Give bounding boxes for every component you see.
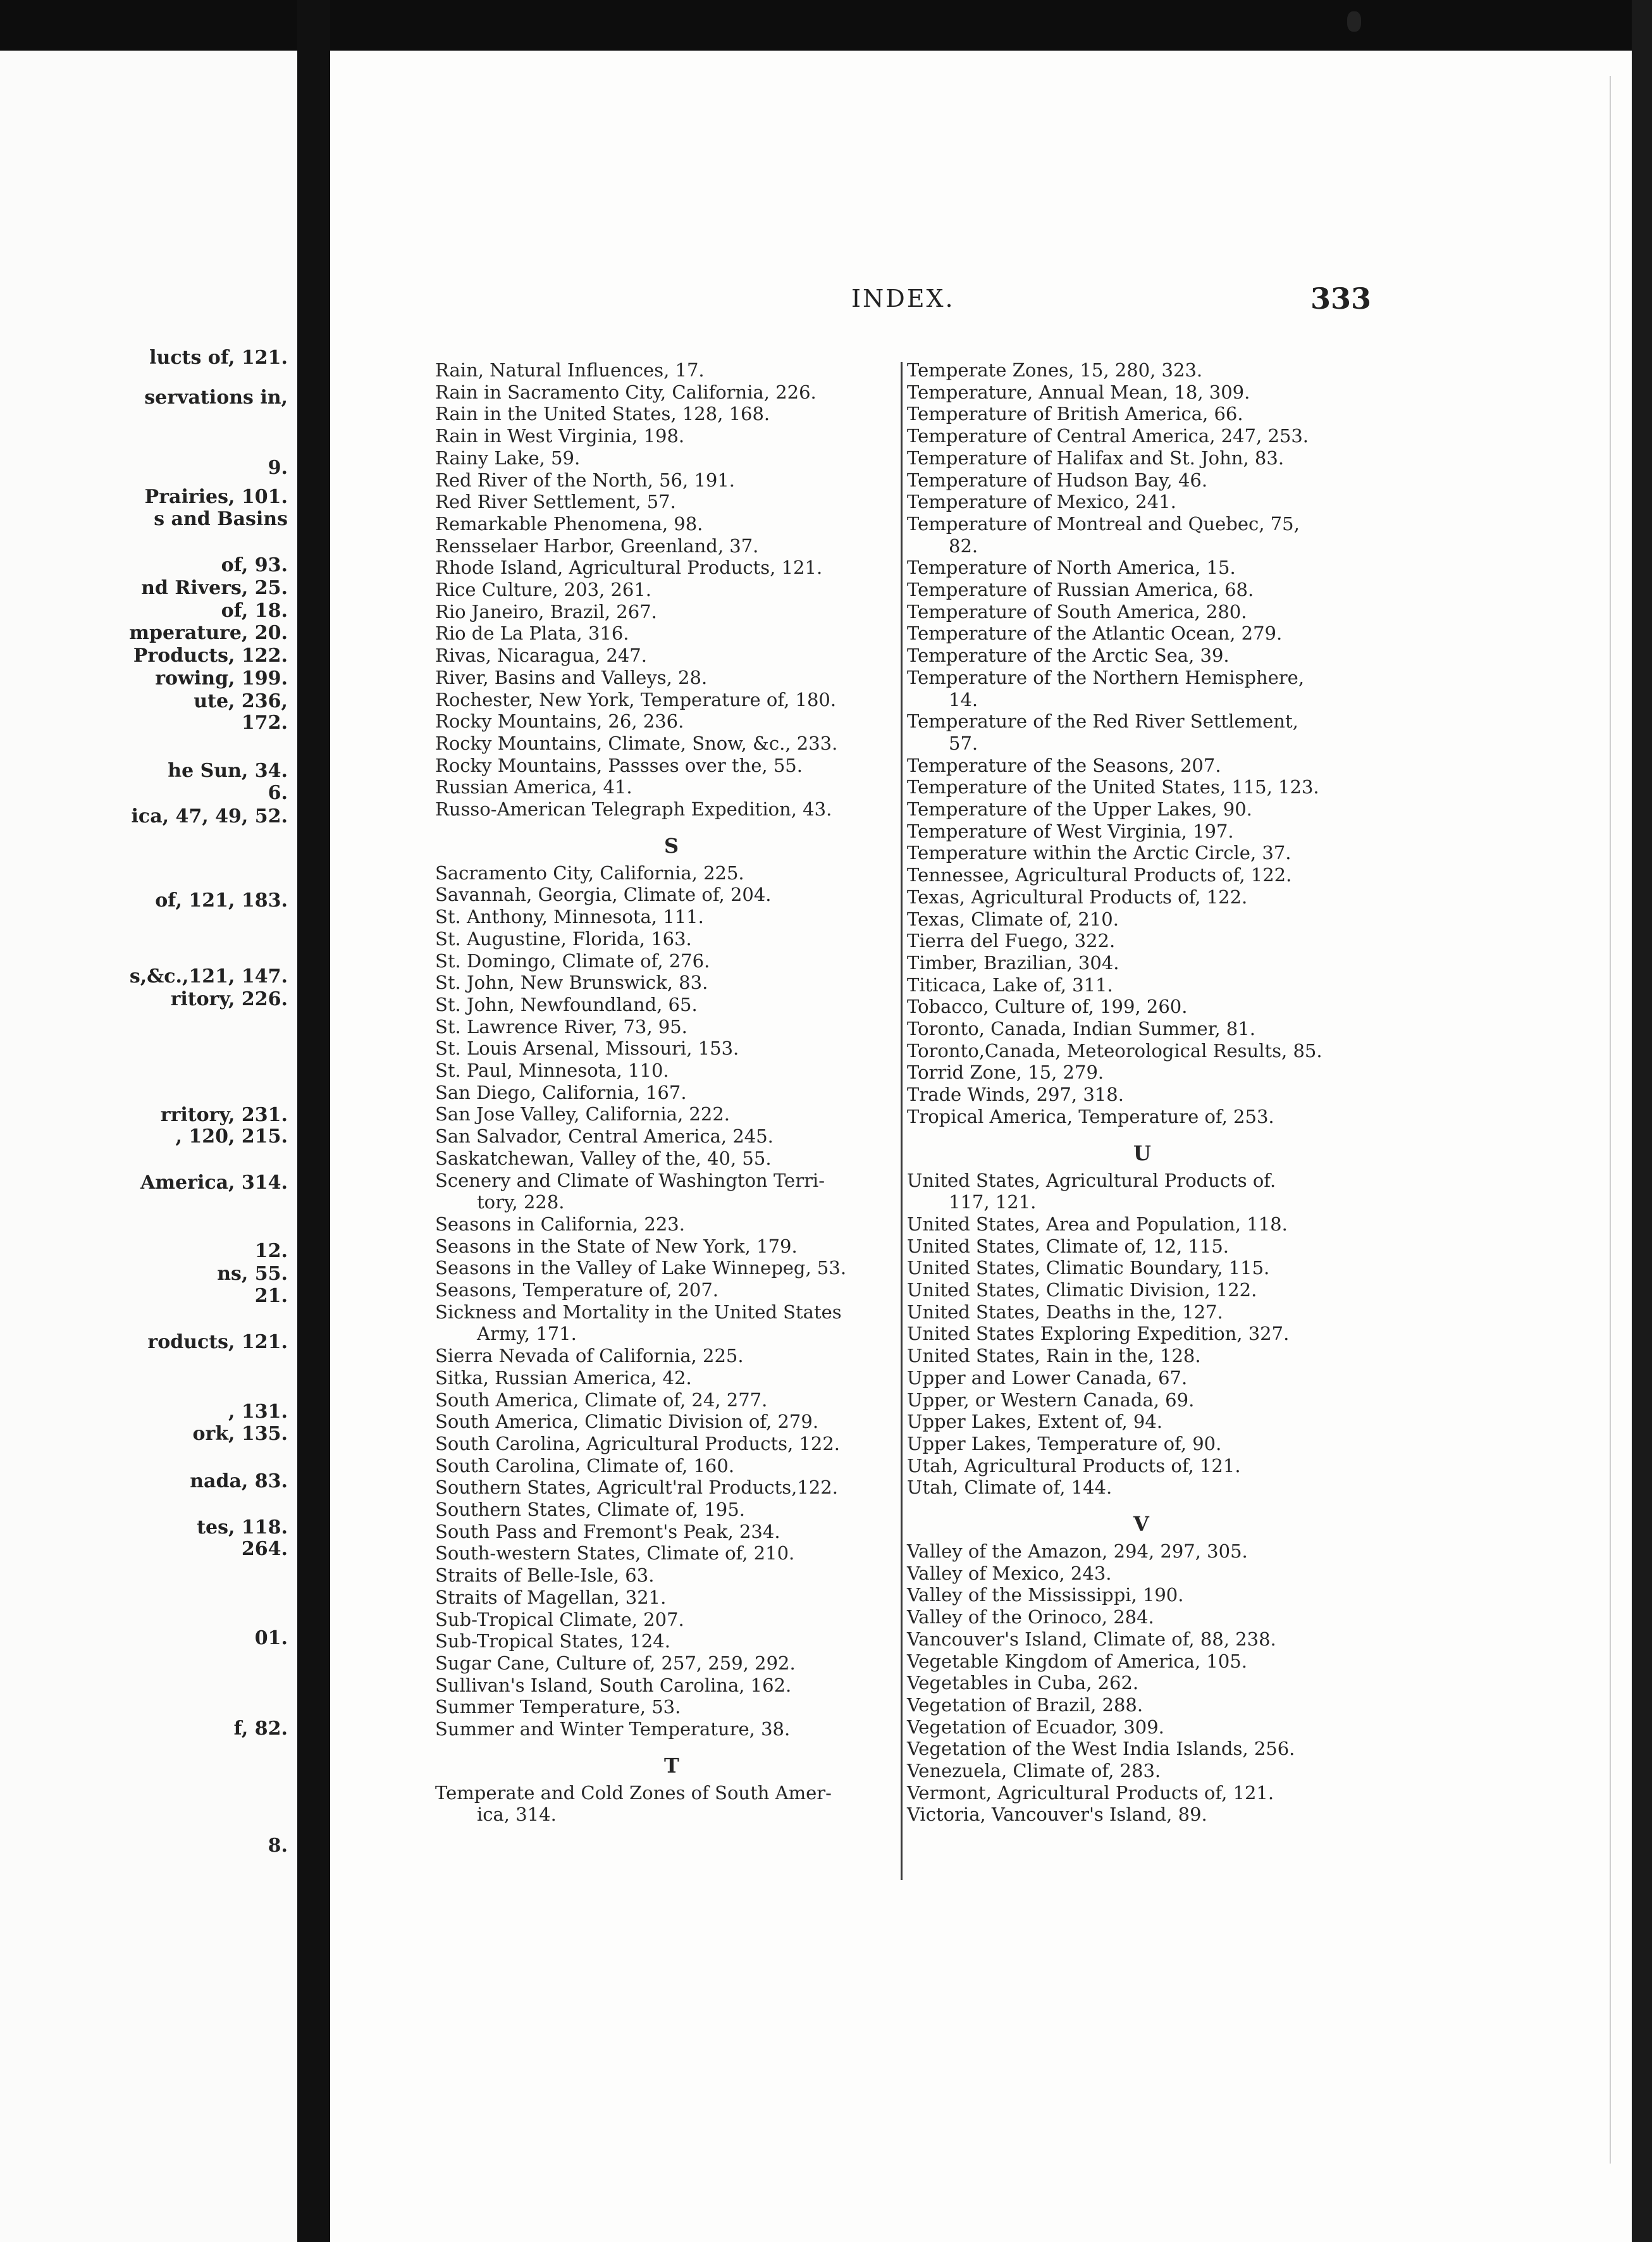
- index-entry: Utah, Agricultural Products of, 121.: [907, 1454, 1241, 1477]
- facing-page-text: rritory, 231.: [160, 1104, 288, 1126]
- facing-page-text: of, 121, 183.: [155, 889, 288, 912]
- index-entry: Sitka, Russian America, 42.: [435, 1366, 692, 1389]
- facing-page-text: of, 18.: [221, 600, 288, 622]
- facing-page-text: servations in,: [144, 387, 288, 409]
- section-letter: S: [664, 833, 679, 858]
- index-entry: Victoria, Vancouver's Island, 89.: [907, 1804, 1207, 1826]
- index-entry: St. John, New Brunswick, 83.: [435, 972, 708, 994]
- index-entry: Rice Culture, 203, 261.: [435, 579, 652, 600]
- index-entry: South Carolina, Agricultural Products, 122.: [435, 1432, 840, 1454]
- index-entry: Russian America, 41.: [435, 776, 632, 798]
- index-entry: Vegetation of the West India Islands, 256.: [907, 1738, 1295, 1760]
- index-entry: Temperature of British America, 66.: [907, 403, 1243, 425]
- index-entry: Temperature of the United States, 115, 123.: [907, 776, 1319, 798]
- index-entry: United States Exploring Expedition, 327.: [907, 1323, 1290, 1345]
- index-entry: Temperature, Annual Mean, 18, 309.: [907, 381, 1250, 403]
- index-entry: Sullivan's Island, South Carolina, 162.: [435, 1674, 792, 1696]
- facing-page-text: Prairies, 101.: [144, 486, 288, 508]
- section-letter: U: [1133, 1141, 1151, 1165]
- index-entry: Valley of the Mississippi, 190.: [907, 1584, 1184, 1606]
- index-entry: Rocky Mountains, 26, 236.: [435, 710, 684, 733]
- index-entry: Upper, or Western Canada, 69.: [907, 1389, 1195, 1411]
- index-entry: Temperature of the Upper Lakes, 90.: [907, 798, 1252, 820]
- index-entry: Southern States, Climate of, 195.: [435, 1499, 745, 1520]
- facing-page-text: 264.: [241, 1538, 288, 1560]
- index-entry: United States, Agricultural Products of.: [907, 1169, 1276, 1191]
- column-rule: [901, 362, 903, 1880]
- index-entry: Rivas, Nicaragua, 247.: [435, 645, 647, 667]
- index-entry: Tennessee, Agricultural Products of, 122.: [907, 864, 1292, 886]
- page-edge-line: [1610, 76, 1611, 2164]
- index-entry: Tobacco, Culture of, 199, 260.: [907, 996, 1188, 1018]
- facing-page-text: s and Basins: [154, 508, 288, 530]
- index-entry: Sacramento City, California, 225.: [435, 862, 744, 884]
- index-entry: Straits of Magellan, 321.: [435, 1586, 667, 1608]
- index-entry: Vegetables in Cuba, 262.: [907, 1672, 1139, 1694]
- index-entry: Vegetation of Brazil, 288.: [907, 1694, 1143, 1716]
- index-entry: Temperature of Russian America, 68.: [907, 579, 1254, 600]
- facing-page-text: 172.: [241, 712, 288, 734]
- index-entry-continuation: 57.: [949, 732, 978, 754]
- facing-page-text: of, 93.: [221, 554, 288, 576]
- facing-page-text: nada, 83.: [190, 1470, 288, 1492]
- index-entry: Tropical America, Temperature of, 253.: [907, 1105, 1274, 1127]
- index-entry: River, Basins and Valleys, 28.: [435, 666, 708, 688]
- index-entry: Upper and Lower Canada, 67.: [907, 1366, 1188, 1389]
- index-entry: Remarkable Phenomena, 98.: [435, 512, 703, 535]
- index-entry: Savannah, Georgia, Climate of, 204.: [435, 884, 772, 906]
- index-entry: San Jose Valley, California, 222.: [435, 1103, 730, 1125]
- scan-border-right: [1632, 0, 1652, 2242]
- index-entry: Sierra Nevada of California, 225.: [435, 1345, 744, 1367]
- index-entry: Russo-American Telegraph Expedition, 43.: [435, 798, 832, 820]
- index-entry-continuation: 82.: [949, 535, 978, 557]
- index-entry: South America, Climatic Division of, 279.: [435, 1411, 819, 1433]
- index-entry: Rainy Lake, 59.: [435, 447, 581, 469]
- facing-page-text: 12.: [254, 1240, 288, 1262]
- facing-page-text: America, 314.: [140, 1172, 288, 1194]
- scan-smudge: [1347, 11, 1361, 32]
- index-entry: Scenery and Climate of Washington Terri-: [435, 1169, 825, 1191]
- facing-page-text: , 120, 215.: [175, 1125, 288, 1148]
- index-entry: Sub-Tropical States, 124.: [435, 1630, 670, 1652]
- facing-page-text: ritory, 226.: [170, 988, 288, 1010]
- facing-page-text: f, 82.: [233, 1718, 288, 1740]
- index-entry: Temperature of the Northern Hemisphere,: [907, 666, 1305, 688]
- index-entry: Rain in the United States, 128, 168.: [435, 403, 770, 425]
- facing-page-text: Products, 122.: [133, 645, 288, 667]
- index-entry: Rensselaer Harbor, Greenland, 37.: [435, 535, 759, 557]
- index-entry: United States, Climatic Boundary, 115.: [907, 1257, 1270, 1279]
- facing-page-fragment: [0, 51, 297, 2242]
- index-entry: Temperature of Hudson Bay, 46.: [907, 469, 1208, 491]
- index-entry: Sickness and Mortality in the United States: [435, 1301, 842, 1323]
- index-entry: Rain in West Virginia, 198.: [435, 425, 685, 447]
- index-entry: St. Louis Arsenal, Missouri, 153.: [435, 1037, 739, 1060]
- index-entry: San Salvador, Central America, 245.: [435, 1125, 774, 1148]
- index-entry: St. Domingo, Climate of, 276.: [435, 950, 710, 972]
- index-entry: Temperature of the Seasons, 207.: [907, 754, 1221, 776]
- index-entry: Vermont, Agricultural Products of, 121.: [907, 1781, 1274, 1804]
- facing-page-text: 01.: [254, 1627, 288, 1649]
- index-entry: United States, Rain in the, 128.: [907, 1345, 1201, 1367]
- index-entry: Seasons in California, 223.: [435, 1213, 685, 1235]
- facing-page-text: roducts, 121.: [147, 1331, 288, 1353]
- index-entry: Summer and Winter Temperature, 38.: [435, 1718, 791, 1740]
- facing-page-text: he Sun, 34.: [168, 760, 288, 782]
- facing-page-text: , 131.: [228, 1401, 288, 1423]
- index-entry-continuation: ica, 314.: [477, 1804, 557, 1826]
- index-entry: Valley of the Amazon, 294, 297, 305.: [907, 1540, 1248, 1562]
- index-entry: Temperature of Mexico, 241.: [907, 491, 1176, 513]
- index-entry: Texas, Agricultural Products of, 122.: [907, 886, 1248, 908]
- index-entry: Upper Lakes, Extent of, 94.: [907, 1411, 1163, 1433]
- index-entry: St. Lawrence River, 73, 95.: [435, 1015, 687, 1037]
- index-entry: South-western States, Climate of, 210.: [435, 1542, 795, 1564]
- index-entry: Seasons in the State of New York, 179.: [435, 1235, 798, 1257]
- index-entry: Utah, Climate of, 144.: [907, 1477, 1113, 1499]
- index-entry-continuation: 117, 121.: [949, 1191, 1037, 1213]
- index-entry: Torrid Zone, 15, 279.: [907, 1062, 1104, 1084]
- index-entry: Southern States, Agricult'ral Products,122.: [435, 1477, 838, 1499]
- index-entry: St. John, Newfoundland, 65.: [435, 993, 698, 1015]
- index-entry: Titicaca, Lake of, 311.: [907, 974, 1113, 996]
- index-entry: United States, Climatic Division, 122.: [907, 1279, 1257, 1301]
- index-entry: Trade Winds, 297, 318.: [907, 1084, 1124, 1106]
- index-entry: Rain in Sacramento City, California, 226.: [435, 381, 817, 403]
- index-entry: Tierra del Fuego, 322.: [907, 930, 1116, 952]
- index-entry: Rio Janeiro, Brazil, 267.: [435, 600, 657, 622]
- scan-border-top: [0, 0, 1652, 51]
- running-head: INDEX.: [851, 285, 955, 313]
- index-entry: South America, Climate of, 24, 277.: [435, 1389, 768, 1411]
- index-entry: Sugar Cane, Culture of, 257, 259, 292.: [435, 1652, 796, 1674]
- index-entry: Temperate Zones, 15, 280, 323.: [907, 359, 1203, 381]
- index-entry: Summer Temperature, 53.: [435, 1696, 681, 1718]
- facing-page-text: ica, 47, 49, 52.: [131, 805, 288, 827]
- facing-page-text: 8.: [268, 1835, 288, 1857]
- facing-page-text: 21.: [254, 1285, 288, 1307]
- index-entry: Rio de La Plata, 316.: [435, 622, 629, 645]
- section-letter: V: [1133, 1512, 1149, 1536]
- index-entry: Upper Lakes, Temperature of, 90.: [907, 1432, 1222, 1454]
- index-entry: Red River of the North, 56, 191.: [435, 469, 736, 491]
- index-entry: Temperature of South America, 280.: [907, 600, 1247, 622]
- index-entry: Sub-Tropical Climate, 207.: [435, 1608, 684, 1630]
- index-entry: Red River Settlement, 57.: [435, 491, 676, 513]
- index-entry: St. Anthony, Minnesota, 111.: [435, 906, 704, 928]
- facing-page-text: nd Rivers, 25.: [141, 577, 288, 599]
- index-entry: Temperature of the Atlantic Ocean, 279.: [907, 622, 1283, 645]
- index-entry: Vancouver's Island, Climate of, 88, 238.: [907, 1628, 1276, 1650]
- facing-page-text: ute, 236,: [194, 690, 288, 712]
- index-entry: Valley of Mexico, 243.: [907, 1562, 1112, 1584]
- facing-page-text: rowing, 199.: [155, 667, 288, 690]
- section-letter: T: [664, 1753, 679, 1778]
- index-entry: Seasons in the Valley of Lake Winnepeg, 53.: [435, 1257, 847, 1279]
- facing-page-text: tes, 118.: [197, 1516, 288, 1539]
- index-entry: Venezuela, Climate of, 283.: [907, 1760, 1161, 1781]
- index-entry: Toronto,Canada, Meteorological Results, 85.: [907, 1039, 1322, 1062]
- facing-page-text: mperature, 20.: [129, 622, 288, 644]
- facing-page-text: s,&c.,121, 147.: [129, 965, 288, 988]
- index-entry: Temperature of Central America, 247, 253.: [907, 425, 1309, 447]
- index-entry: United States, Area and Population, 118.: [907, 1213, 1288, 1235]
- facing-page-text: lucts of, 121.: [149, 347, 288, 369]
- book-spine: [297, 0, 330, 2242]
- index-entry: Rain, Natural Influences, 17.: [435, 359, 705, 381]
- index-entry: Temperature within the Arctic Circle, 37.: [907, 842, 1291, 864]
- index-entry: Temperature of Halifax and St. John, 83.: [907, 447, 1285, 469]
- index-entry: St. Augustine, Florida, 163.: [435, 927, 692, 950]
- index-entry: Temperate and Cold Zones of South Amer-: [435, 1781, 832, 1804]
- index-entry: Straits of Belle-Isle, 63.: [435, 1564, 655, 1587]
- index-entry: Temperature of Montreal and Quebec, 75,: [907, 512, 1300, 535]
- facing-page-text: ns, 55.: [217, 1263, 288, 1285]
- index-entry: Rocky Mountains, Passses over the, 55.: [435, 754, 803, 776]
- index-entry: Temperature of the Red River Settlement,: [907, 710, 1298, 733]
- index-entry: Rocky Mountains, Climate, Snow, &c., 233.: [435, 732, 838, 754]
- index-entry: Rochester, New York, Temperature of, 180.: [435, 688, 837, 710]
- facing-page-text: 6.: [268, 782, 288, 804]
- index-entry: Vegetable Kingdom of America, 105.: [907, 1650, 1247, 1672]
- index-entry: San Diego, California, 167.: [435, 1081, 687, 1103]
- index-entry-continuation: 14.: [949, 688, 978, 710]
- index-entry: Seasons, Temperature of, 207.: [435, 1279, 719, 1301]
- index-entry: United States, Deaths in the, 127.: [907, 1301, 1223, 1323]
- index-entry: Texas, Climate of, 210.: [907, 908, 1119, 930]
- index-entry: Vegetation of Ecuador, 309.: [907, 1716, 1164, 1738]
- index-entry: Temperature of West Virginia, 197.: [907, 820, 1234, 842]
- index-entry: Toronto, Canada, Indian Summer, 81.: [907, 1018, 1255, 1039]
- facing-page-text: ork, 135.: [192, 1423, 288, 1445]
- index-entry: Valley of the Orinoco, 284.: [907, 1606, 1154, 1628]
- page-number: 333: [1310, 282, 1372, 316]
- index-entry: Saskatchewan, Valley of the, 40, 55.: [435, 1147, 772, 1169]
- index-entry: St. Paul, Minnesota, 110.: [435, 1060, 669, 1081]
- index-entry: Rhode Island, Agricultural Products, 121.: [435, 557, 823, 579]
- index-entry: Temperature of North America, 15.: [907, 557, 1236, 579]
- index-entry: South Pass and Fremont's Peak, 234.: [435, 1520, 780, 1542]
- index-entry-continuation: tory, 228.: [477, 1191, 565, 1213]
- index-entry: United States, Climate of, 12, 115.: [907, 1235, 1230, 1257]
- index-entry-continuation: Army, 171.: [477, 1323, 577, 1345]
- index-entry: Temperature of the Arctic Sea, 39.: [907, 645, 1230, 667]
- index-entry: South Carolina, Climate of, 160.: [435, 1454, 735, 1477]
- index-entry: Timber, Brazilian, 304.: [907, 951, 1119, 974]
- facing-page-text: 9.: [268, 457, 288, 479]
